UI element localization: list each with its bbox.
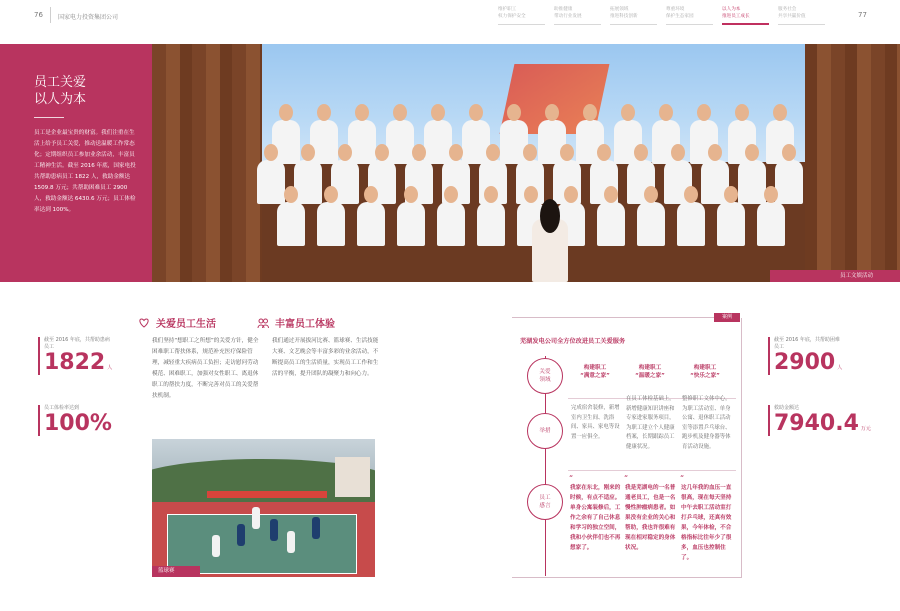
singer-head xyxy=(597,144,611,161)
basketball-photo xyxy=(152,439,375,577)
singer-head xyxy=(264,144,278,161)
singer-head xyxy=(745,144,759,161)
choir-singer xyxy=(357,202,385,246)
section-care-title: 关爱员工生活 xyxy=(156,319,216,330)
choir-singer xyxy=(437,202,465,246)
building xyxy=(335,457,370,497)
player xyxy=(312,517,320,539)
choir-singer xyxy=(317,202,345,246)
singer-head xyxy=(431,104,445,121)
choir-singer xyxy=(310,120,338,164)
player xyxy=(252,507,260,529)
player xyxy=(287,531,295,553)
singer-head xyxy=(524,186,538,203)
page-header xyxy=(0,0,900,40)
singer-head xyxy=(644,186,658,203)
choir-singer xyxy=(386,120,414,164)
choir-singer xyxy=(462,120,490,164)
stat-relief-amount: 救助金额达 7940.4 万元 xyxy=(768,405,871,436)
singer-head xyxy=(412,144,426,161)
singer-head xyxy=(708,144,722,161)
singer-head xyxy=(697,104,711,121)
choir-group xyxy=(242,104,812,282)
stat-value: 7940.4 xyxy=(774,411,859,436)
page-number-left: 76 xyxy=(34,11,43,19)
singer-head xyxy=(782,144,796,161)
singer-head xyxy=(486,144,500,161)
measure-happiness: 整修职工文体中心，为职工活动室、单身公寓、退休职工活动室等添置乒乓球台、跑步机及健身器等体育活动设施。 xyxy=(682,396,731,450)
stat-value: 1822 xyxy=(44,350,106,375)
measure-satisfaction: 完成宿舍装修，新增室内卫生间、洗浴间、家具、家电等设置一应俱全。 xyxy=(571,405,620,440)
singer-head xyxy=(279,104,293,121)
singer-head xyxy=(404,186,418,203)
singer-head xyxy=(560,144,574,161)
stat-sick-employees: 截至 2016 年底，共帮助患病员工 1822 人 xyxy=(38,337,114,375)
court-banner xyxy=(207,491,327,498)
singer-head xyxy=(671,144,685,161)
singer-head xyxy=(317,104,331,121)
photo-caption: 员工文娱活动 xyxy=(770,270,900,282)
publication-title: 国家电力投资集团公司 xyxy=(58,14,119,21)
nav-item-society[interactable]: 服务社会 共享共赢价值 xyxy=(778,7,825,25)
section-experience-title: 丰富员工体验 xyxy=(275,319,335,330)
player xyxy=(270,519,278,541)
case-tab: 案例 xyxy=(714,313,740,322)
singer-head xyxy=(444,186,458,203)
wood-wall-right xyxy=(805,44,900,282)
header-divider xyxy=(50,7,51,23)
singer-head xyxy=(735,104,749,121)
singer-head xyxy=(469,104,483,121)
singer-head xyxy=(301,144,315,161)
section-experience-header xyxy=(257,315,335,330)
section-nav xyxy=(498,7,825,25)
quote-happiness: 这几年我的血压一直很高，现在每天坚持中午去职工活动室打打乒乓球，还真有效果，今年体检，不合格指标比往年少了很多，血压也控制住了。 xyxy=(681,485,732,561)
hero-title-line1: 员工关爱 xyxy=(34,75,87,90)
nav-item-environment[interactable]: 尊重环境 保护生态家园 xyxy=(666,7,713,25)
choir-singer xyxy=(277,202,305,246)
singer-head xyxy=(764,186,778,203)
singer-head xyxy=(621,104,635,121)
choir-singer xyxy=(637,202,665,246)
hero-title-line2: 以人为本 xyxy=(34,92,87,107)
stat-value: 2900 xyxy=(774,350,836,375)
hero-body: 员工是企业最宝贵的财富。我们注重在生活上给予员工关爱，推动送温暖工作常态化；定期组织员工参加业余活动，丰富员工精神生活。截至 2016 年底，国家电投共帮助患病员工 1822 人，救助金额达 1509.8 万元；共帮助困难员工 2900 人，救助金额达 6430.6 万元；员工体检率达到 100%。 xyxy=(34,130,136,213)
singer-head xyxy=(545,104,559,121)
singer-head xyxy=(507,104,521,121)
hero-underline xyxy=(34,117,64,118)
singer-head xyxy=(375,144,389,161)
singer-head xyxy=(604,186,618,203)
case-row-divider xyxy=(568,470,736,471)
choir-singer xyxy=(477,202,505,246)
singer-head xyxy=(449,144,463,161)
singer-head xyxy=(364,186,378,203)
people-icon xyxy=(257,317,269,329)
nav-item-people[interactable]: 以人为本 推进员工成长 xyxy=(722,7,769,25)
row-label-measures: 举措 xyxy=(527,413,563,449)
choir-singer xyxy=(397,202,425,246)
stat-needy-employees: 截至 2016 年底，共帮助困难员工 2900 人 xyxy=(768,337,844,375)
measure-warmth: 在员工体检基础上，新增健康知识讲座和专家进家服务项目，为职工建立个人健康档案，长期跟踪员工健康状况。 xyxy=(626,396,675,450)
choir-singer xyxy=(597,202,625,246)
choir-singer xyxy=(294,160,322,204)
singer-head xyxy=(773,104,787,121)
section-care-body: 我们坚持“想职工之所想”的关爱方针，健全困难职工帮扶体系，规范补充医疗保险管理，减轻重大疾病员工负担；走访慰问劳动模范、困难职工，加强对女性职工、离退休职工的帮扶力度，不断完善对员工的关爱帮扶机制。 xyxy=(152,338,259,399)
choir-singer xyxy=(775,160,803,204)
column-head-satisfaction: 构建职工 “满意之家” xyxy=(580,365,610,379)
singer-head xyxy=(484,186,498,203)
section-experience-body: 我们通过开展拔河比赛、篮球赛、生活技能大赛、文艺晚会等丰富多彩的业余活动，不断提高员工的生活质量，实现员工工作和生活的平衡，提升团队的凝聚力和向心力。 xyxy=(272,338,379,377)
singer-head xyxy=(659,104,673,121)
singer-head xyxy=(393,104,407,121)
singer-head xyxy=(634,144,648,161)
page-number-right: 77 xyxy=(858,11,867,19)
photo-caption: 篮球赛 xyxy=(152,566,200,577)
column-head-happiness: 构建职工 “快乐之家” xyxy=(690,365,720,379)
choir-singer xyxy=(738,160,766,204)
conductor-hair xyxy=(540,199,560,233)
singer-head xyxy=(324,186,338,203)
quote-mark-icon: “ xyxy=(680,474,685,483)
row-label-care-field: 关爱 领域 xyxy=(527,358,563,394)
singer-head xyxy=(355,104,369,121)
quote-mark-icon: “ xyxy=(624,474,629,483)
quote-mark-icon: “ xyxy=(569,474,574,483)
choir-singer xyxy=(717,202,745,246)
singer-head xyxy=(564,186,578,203)
nav-item-health[interactable]: 助推健康 带动行业发展 xyxy=(554,7,601,25)
hero-text-panel xyxy=(0,44,152,282)
choir-photo xyxy=(152,44,900,282)
choir-singer xyxy=(348,120,376,164)
choir-singer xyxy=(424,120,452,164)
case-title: 芜湖发电公司全方位改进员工关爱服务 xyxy=(520,338,626,345)
singer-head xyxy=(523,144,537,161)
column-head-warmth: 构建职工 “温暖之家” xyxy=(635,365,665,379)
heart-hands-icon xyxy=(138,317,150,329)
singer-head xyxy=(724,186,738,203)
quote-satisfaction: 我家在东北，刚来的时候，有点不适应。单身公寓装修后，工作之余有了自己休息和学习的独立空间，我和小伙伴们也不再想家了。 xyxy=(570,485,621,551)
singer-head xyxy=(684,186,698,203)
choir-singer xyxy=(677,202,705,246)
singer-head xyxy=(338,144,352,161)
section-care-header xyxy=(138,315,216,330)
nav-item-innovation[interactable]: 拓展领域 推进科技创新 xyxy=(610,7,657,25)
player xyxy=(237,524,245,546)
nav-item-rights[interactable]: 维护职工 权力保护安全 xyxy=(498,7,545,25)
stat-checkup-rate: 员工体检率达到 100% xyxy=(38,405,112,436)
row-label-testimonials: 员工 感言 xyxy=(527,484,563,520)
stat-value: 100% xyxy=(44,411,112,436)
singer-head xyxy=(583,104,597,121)
court xyxy=(167,514,357,574)
singer-head xyxy=(284,186,298,203)
quote-warmth: 我是芜湖电的一名普通老员工，也是一名慢性肿瘤病患者。如果没有企业的关心和帮助，我也许很难有现在相对稳定的身体状况。 xyxy=(625,485,676,551)
choir-singer xyxy=(757,202,785,246)
choir-singer xyxy=(257,160,285,204)
player xyxy=(212,535,220,557)
